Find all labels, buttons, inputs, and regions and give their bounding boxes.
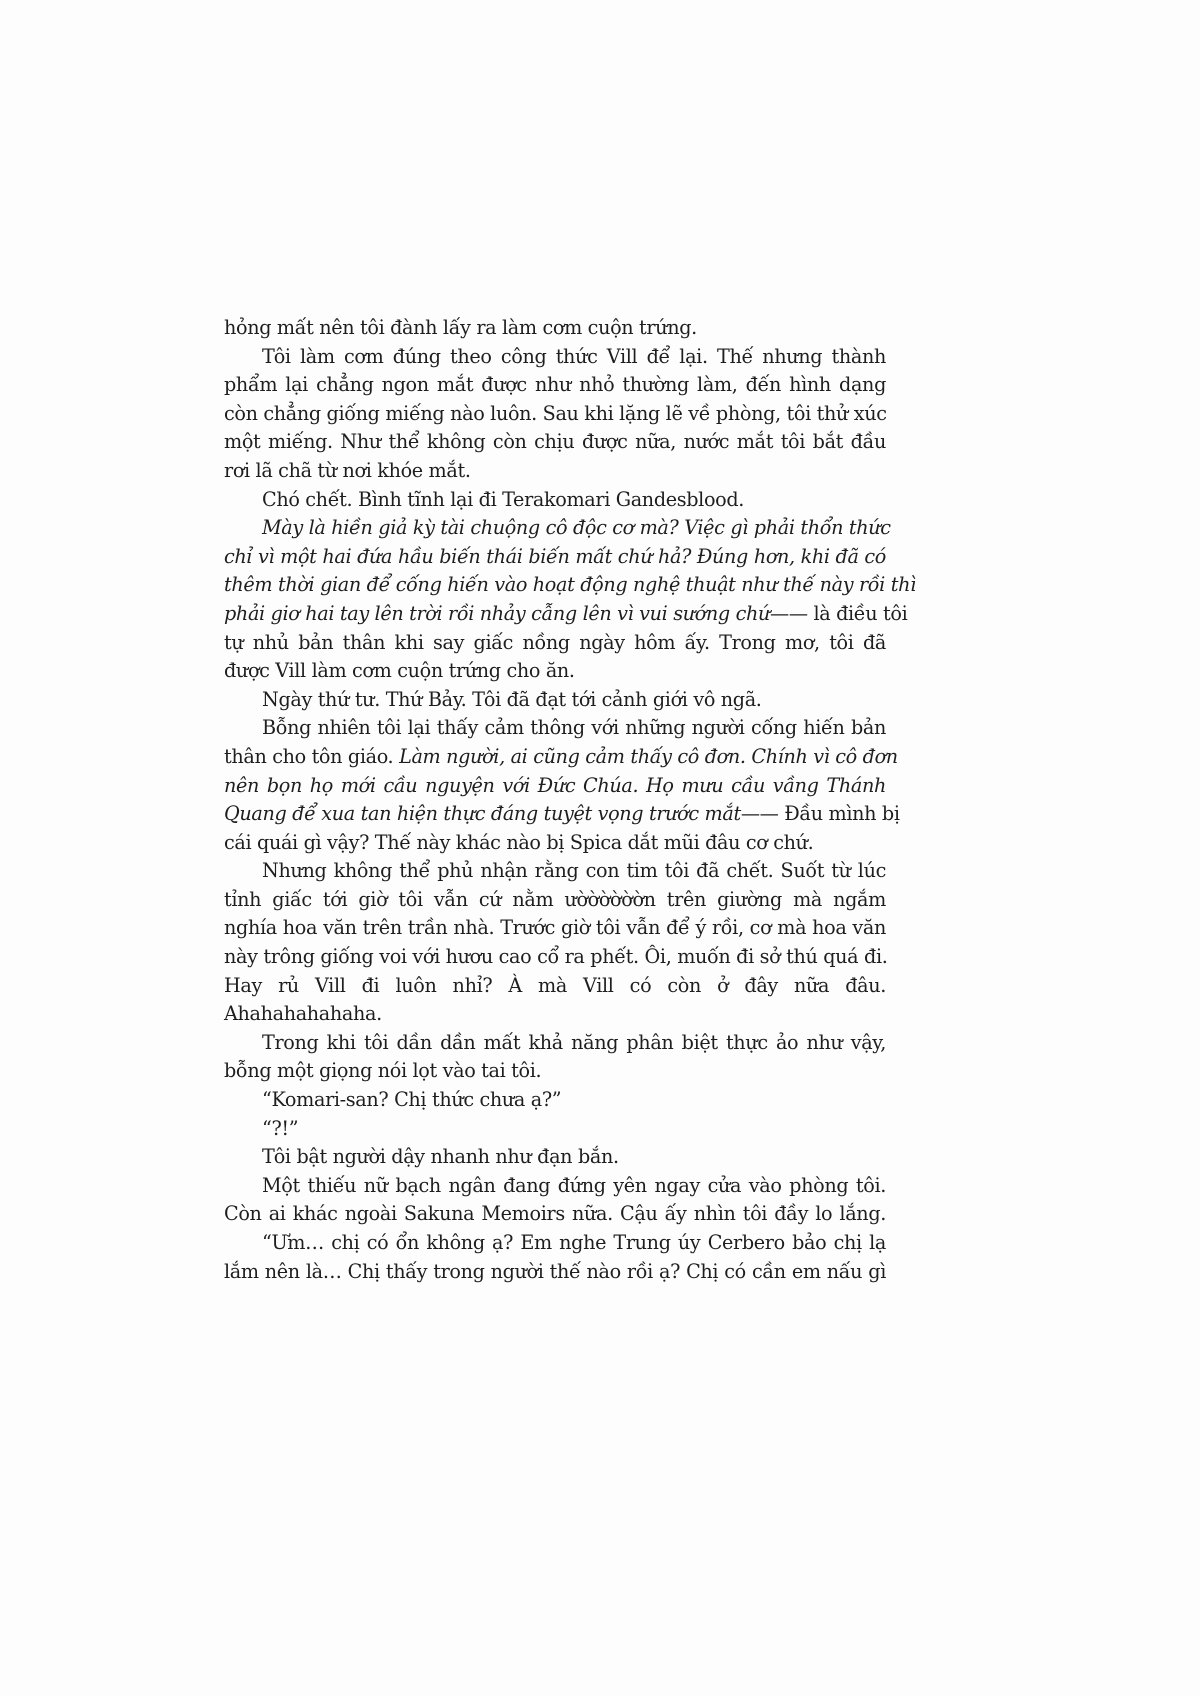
text-segment: Một thiếu nữ bạch ngân đang đứng yên ngay cửa vào phòng tôi. — [262, 1173, 886, 1197]
text-line — [224, 972, 886, 1001]
text-line — [224, 1258, 886, 1287]
text-segment: tỉnh giấc tới giờ tôi vẫn cứ nằm ườờờờờờn trên giường mà ngắm — [224, 887, 886, 911]
text-segment: được Vill làm cơm cuộn trứng cho ăn. — [224, 659, 575, 683]
text-segment: “Ưm… chị có ổn không ạ? Em nghe Trung úy Cerbero bảo chị lạ — [262, 1231, 886, 1254]
text-segment: Chó chết. Bình tĩnh lại đi Terakomari Gandesblood. — [262, 487, 745, 511]
text-segment: “?!” — [262, 1116, 299, 1140]
text-segment: phẩm lại chẳng ngon mắt được như nhỏ thường làm, đến hình dạng — [224, 373, 886, 397]
italic-text-segment: chỉ vì một hai đứa hầu biến thái biến mất chứ hả? Đúng hơn, khi đã có — [224, 544, 886, 568]
text-line — [224, 943, 886, 972]
text-line — [224, 343, 886, 372]
text-segment: Trong khi tôi dần dần mất khả năng phân biệt thực ảo như vậy, — [262, 1030, 886, 1054]
text-segment: nghía hoa văn trên trần nhà. Trước giờ tôi vẫn để ý rồi, cơ mà hoa văn — [224, 916, 886, 940]
text-line — [224, 1172, 886, 1201]
text-segment: một miếng. Như thể không còn chịu được nữa, nước mắt tôi bắt đầu — [224, 430, 886, 454]
text-line — [224, 371, 886, 400]
text-segment: này trông giống voi với hươu cao cổ ra phết. Ôi, muốn đi sở thú quá đi. — [224, 945, 888, 969]
text-line — [224, 514, 891, 543]
text-line — [224, 772, 886, 801]
text-line — [224, 1029, 886, 1058]
text-line — [224, 1143, 886, 1172]
text-segment: —— Đầu mình bị — [740, 802, 900, 826]
text-segment: “Komari-san? Chị thức chưa ạ?” — [262, 1088, 562, 1112]
text-segment: bỗng một giọng nói lọt vào tai tôi. — [224, 1059, 542, 1083]
text-segment: Ngày thứ tư. Thứ Bảy. Tôi đã đạt tới cảnh giới vô ngã. — [262, 687, 762, 711]
text-line — [224, 314, 886, 343]
text-line — [224, 1057, 886, 1086]
text-line — [224, 914, 886, 943]
text-line — [224, 571, 916, 600]
text-segment: tự nhủ bản thân khi say giấc nồng ngày hôm ấy. Trong mơ, tôi đã — [224, 630, 886, 654]
text-segment: Còn ai khác ngoài Sakuna Memoirs nữa. Cậu ấy nhìn tôi đầy lo lắng. — [224, 1202, 886, 1226]
text-line — [224, 543, 886, 572]
text-line — [224, 857, 886, 886]
text-line — [224, 486, 886, 515]
text-line — [224, 428, 886, 457]
text-line — [224, 629, 886, 658]
text-line — [224, 714, 886, 743]
text-segment: Tôi bật người dậy nhanh như đạn bắn. — [262, 1145, 619, 1169]
text-line — [224, 686, 886, 715]
italic-text-segment: nên bọn họ mới cầu nguyện với Đức Chúa. Họ mưu cầu vầng Thánh — [224, 773, 886, 797]
text-segment: Tôi làm cơm đúng theo công thức Vill để lại. Thế nhưng thành — [262, 344, 886, 368]
text-segment: Bỗng nhiên tôi lại thấy cảm thông với những người cống hiến bản — [262, 716, 886, 740]
italic-text-segment: Mày là hiền giả kỳ tài chuộng cô độc cơ mà? Việc gì phải thổn thức — [262, 516, 891, 540]
text-line — [224, 1000, 886, 1029]
page-body-text — [224, 314, 916, 1286]
text-segment: Hay rủ Vill đi luôn nhỉ? À mà Vill có còn ở đây nữa đâu. — [224, 973, 886, 997]
text-line — [224, 829, 886, 858]
text-line — [224, 886, 886, 915]
text-segment: rơi lã chã từ nơi khóe mắt. — [224, 458, 471, 482]
text-segment: lắm nên là… Chị thấy trong người thế nào rồi ạ? Chị có cần em nấu gì — [224, 1259, 886, 1283]
italic-text-segment: thêm thời gian để cống hiến vào hoạt động nghệ thuật như thế này rồi thì — [224, 573, 916, 597]
text-line — [224, 743, 898, 772]
italic-text-segment: phải giơ hai tay lên trời rồi nhảy cẫng lên vì vui sướng chứ — [224, 601, 771, 625]
italic-text-segment: Quang để xua tan hiện thực đáng tuyệt vọng trước mắt — [224, 802, 741, 826]
text-segment: Nhưng không thể phủ nhận rằng con tim tôi đã chết. Suốt từ lúc — [262, 859, 886, 883]
text-segment: Ahahahahahaha. — [224, 1002, 382, 1026]
text-segment: thân cho tôn giáo. — [224, 744, 400, 768]
text-line — [224, 600, 908, 629]
text-line — [224, 657, 886, 686]
text-line — [224, 400, 886, 429]
text-segment: cái quái gì vậy? Thế này khác nào bị Spica dắt mũi đâu cơ chứ. — [224, 830, 814, 854]
text-line — [224, 1229, 886, 1258]
italic-text-segment: Làm người, ai cũng cảm thấy cô đơn. Chính vì cô đơn — [399, 744, 898, 768]
text-segment: —— là điều tôi — [770, 601, 908, 625]
text-line — [224, 457, 886, 486]
text-line — [224, 1200, 886, 1229]
text-segment: còn chẳng giống miếng nào luôn. Sau khi lặng lẽ về phòng, tôi thử xúc — [224, 401, 887, 425]
text-segment: hỏng mất nên tôi đành lấy ra làm cơm cuộn trứng. — [224, 316, 697, 339]
text-line — [224, 800, 900, 829]
text-line — [224, 1086, 886, 1115]
text-line — [224, 1115, 886, 1144]
